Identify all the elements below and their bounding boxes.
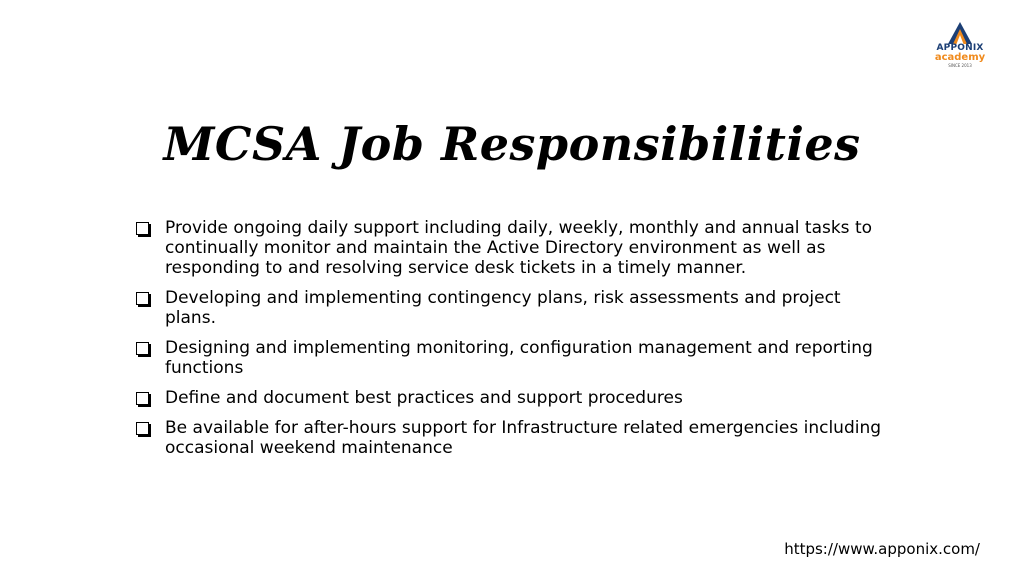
apponix-logo <box>924 22 1000 68</box>
list-item <box>134 418 894 458</box>
checkbox-bullet-icon <box>136 392 149 405</box>
footer-url-link[interactable]: https://www.apponix.com/ <box>784 540 980 558</box>
list-item <box>134 288 894 328</box>
list-item-text: Designing and implementing monitoring, configuration management and reporting functions <box>165 338 873 378</box>
list-item-text: Developing and implementing contingency plans, risk assessments and project plans. <box>165 288 841 328</box>
list-item-text: Be available for after-hours support for Infrastructure related emergencies including occasional weekend maintenance <box>165 418 882 458</box>
slide-title: MCSA Job Responsibilities <box>163 117 861 171</box>
list-item <box>134 388 894 408</box>
list-item-text: Define and document best practices and support procedures <box>165 388 683 408</box>
list-item-text: Provide ongoing daily support including daily, weekly, monthly and annual tasks to continually monitor and maintain the Active Directory environment as well as responding to and resolving service desk tickets in a timely manner. <box>165 218 873 278</box>
checkbox-bullet-icon <box>136 342 149 355</box>
logo-brand-text: APPONIX <box>936 43 984 53</box>
checkbox-bullet-icon <box>136 222 149 235</box>
logo-since-text: SINCE 2013 <box>948 63 972 68</box>
responsibility-list <box>134 218 894 468</box>
logo-brand-sub-text: academy <box>934 52 986 63</box>
list-item <box>134 338 894 378</box>
checkbox-bullet-icon <box>136 422 149 435</box>
apponix-logo-icon <box>948 22 972 44</box>
list-item <box>134 218 894 278</box>
checkbox-bullet-icon <box>136 292 149 305</box>
